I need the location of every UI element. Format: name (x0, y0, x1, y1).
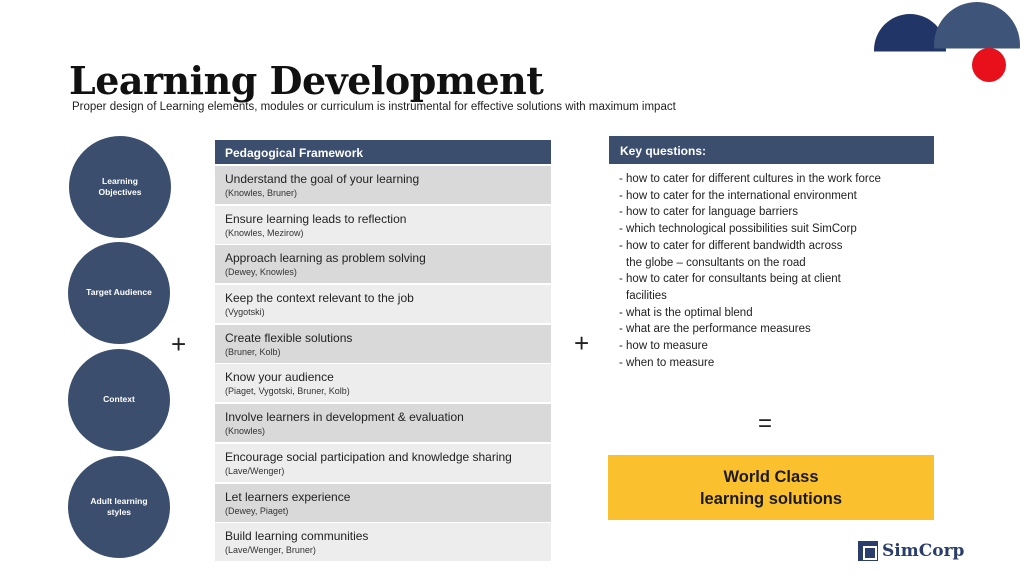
key-question-line: - what are the performance measures (619, 323, 811, 336)
framework-item-authors: (Knowles, Bruner) (225, 188, 298, 198)
page-subtitle: Proper design of Learning elements, modules or curriculum is instrumental for effective solutions with maximum impact (72, 101, 676, 113)
equals-sign: = (758, 410, 773, 437)
framework-item-title: Ensure learning leads to reflection (225, 211, 407, 226)
framework-item-authors: (Knowles, Mezirow) (225, 227, 304, 238)
framework-item-title: Know your audience (225, 370, 334, 385)
plus-sign-left: + (171, 329, 187, 359)
key-questions-list (619, 171, 939, 371)
key-question-line: - what is the optimal blend (619, 306, 753, 319)
result-line-1: World Class (723, 467, 819, 486)
framework-item (215, 523, 551, 561)
key-question-line: - how to cater for consultants being at client (619, 273, 841, 286)
simcorp-logo (858, 541, 964, 561)
framework-item-authors: (Piaget, Vygotski, Bruner, Kolb) (225, 386, 350, 397)
circle-learning-objectives: Learning Objectives (69, 136, 171, 238)
framework-item-authors: (Vygotski) (225, 307, 265, 318)
key-question-line: the globe – consultants on the road (626, 256, 806, 269)
framework-item (215, 325, 551, 363)
framework-item-title: Let learners experience (225, 489, 351, 504)
key-question-line: - how to cater for the international environment (619, 189, 857, 202)
key-question-line: - which technological possibilities suit SimCorp (619, 223, 857, 236)
framework-item-authors: (Dewey, Knowles) (225, 267, 297, 278)
framework-item (215, 166, 551, 204)
framework-item-title: Create flexible solutions (225, 330, 353, 345)
framework-item-title: Approach learning as problem solving (225, 251, 426, 266)
circle-adult-learning-styles: Adult learning styles (68, 456, 170, 558)
key-question-line: - how to cater for different cultures in the work force (619, 173, 881, 185)
framework-item-title: Involve learners in development & evaluation (225, 410, 464, 425)
framework-item-title: Build learning communities (225, 529, 369, 544)
simcorp-logo-icon (858, 541, 878, 561)
plus-sign-right: + (574, 328, 590, 358)
framework-item (215, 245, 551, 283)
key-questions-header: Key questions: (609, 136, 934, 164)
key-question-line: - how to cater for different bandwidth across (619, 239, 843, 252)
framework-item-authors: (Dewey, Piaget) (225, 505, 289, 516)
key-question-line: - when to measure (619, 356, 715, 369)
framework-item-authors: (Bruner, Kolb) (225, 346, 281, 357)
key-question-line: - how to cater for language barriers (619, 206, 798, 219)
framework-item (215, 364, 551, 402)
circle-context: Context (68, 349, 170, 451)
key-question-line: facilities (626, 289, 667, 302)
framework-item-title: Keep the context relevant to the job (225, 291, 414, 306)
circle-target-audience: Target Audience (68, 242, 170, 344)
framework-item (215, 206, 551, 244)
framework-item-title: Encourage social participation and knowledge sharing (225, 449, 512, 464)
result-line-2: learning solutions (699, 489, 843, 508)
framework-item (215, 444, 551, 482)
decorative-circle-navy (874, 14, 946, 86)
framework-item (215, 285, 551, 323)
framework-item-title: Understand the goal of your learning (225, 172, 420, 186)
framework-item (215, 404, 551, 442)
framework-item-authors: (Lave/Wenger) (225, 465, 285, 476)
simcorp-logo-text: SimCorp (882, 541, 965, 561)
framework-header: Pedagogical Framework (215, 140, 551, 164)
framework-item-authors: (Knowles) (225, 426, 266, 437)
framework-item (215, 484, 551, 522)
framework-item-authors: (Lave/Wenger, Bruner) (225, 545, 316, 556)
world-class-result-box (608, 455, 934, 520)
page-title: Learning Development (69, 58, 544, 103)
framework-list (215, 166, 551, 563)
key-question-line: - how to measure (619, 340, 708, 353)
decorative-circle-red (972, 48, 1006, 82)
